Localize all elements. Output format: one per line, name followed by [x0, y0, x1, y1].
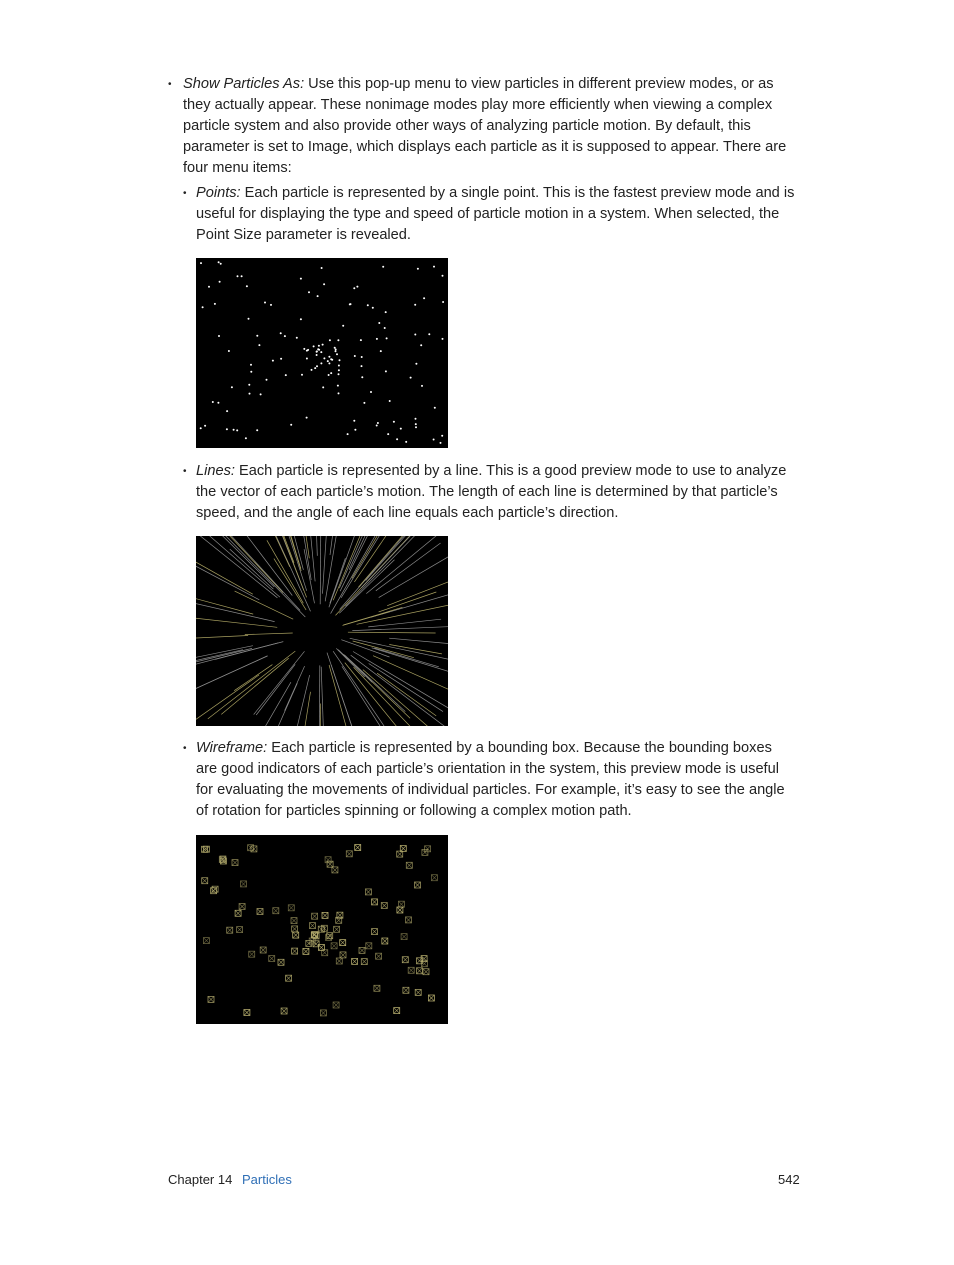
particle-line — [368, 619, 441, 627]
particle-point — [256, 335, 258, 337]
particle-point — [258, 344, 260, 346]
particle-line — [321, 667, 325, 726]
particle-point — [338, 365, 340, 367]
particle-point — [420, 344, 422, 346]
particle-line — [196, 656, 268, 717]
particle-point — [441, 435, 443, 437]
particle-point — [214, 303, 216, 305]
particle-line — [341, 536, 425, 598]
bullet-wireframe — [183, 738, 795, 822]
bullet-dot: • — [183, 188, 187, 199]
particle-point — [280, 358, 282, 360]
particle-point — [339, 359, 341, 361]
particle-box — [355, 845, 361, 851]
particle-point — [328, 356, 330, 358]
particle-point — [233, 429, 235, 431]
particle-point — [246, 285, 248, 287]
particle-point — [237, 275, 239, 277]
particle-line — [313, 536, 317, 556]
particle-point — [361, 356, 363, 358]
particle-point — [338, 369, 340, 371]
particle-point — [236, 429, 238, 431]
particle-point — [308, 291, 310, 293]
particle-box — [320, 1010, 326, 1016]
particle-box — [361, 959, 367, 965]
particle-line — [196, 636, 248, 642]
term-label: Show Particles As: — [183, 76, 305, 92]
particle-point — [306, 350, 308, 352]
particle-box — [239, 904, 245, 910]
particle-point — [393, 421, 395, 423]
particle-point — [353, 287, 355, 289]
particle-point — [442, 338, 444, 340]
particle-box — [232, 860, 238, 866]
particle-box — [402, 957, 408, 963]
particle-point — [350, 303, 352, 305]
particle-point — [361, 376, 363, 378]
particle-line — [323, 536, 330, 594]
particle-box — [352, 958, 358, 964]
particle-point — [327, 360, 329, 362]
particle-point — [421, 385, 423, 387]
particle-box — [293, 932, 299, 938]
particle-point — [385, 311, 387, 313]
particle-point — [323, 283, 325, 285]
particle-point — [248, 318, 250, 320]
particle-box — [203, 938, 209, 944]
particle-point — [280, 332, 282, 334]
particle-point — [314, 367, 316, 369]
particle-line — [218, 682, 291, 726]
particle-point — [322, 386, 324, 388]
particle-point — [328, 374, 330, 376]
particle-point — [219, 281, 221, 283]
particle-point — [220, 263, 222, 265]
particle-point — [415, 423, 417, 425]
lines-preview-image — [196, 536, 448, 726]
particle-point — [249, 393, 251, 395]
particle-line — [345, 663, 407, 726]
particle-point — [248, 384, 250, 386]
particle-box — [312, 932, 318, 938]
particle-line — [344, 655, 405, 712]
lines-preview-canvas — [196, 536, 448, 726]
bullet-dot: • — [183, 466, 187, 477]
particle-point — [245, 437, 247, 439]
particle-point — [338, 392, 340, 394]
term-label: Points: — [196, 185, 241, 201]
particle-point — [360, 339, 362, 341]
particle-point — [334, 347, 336, 349]
particle-point — [347, 433, 349, 435]
particle-box — [372, 929, 378, 935]
particle-box — [423, 969, 429, 975]
particle-point — [323, 357, 325, 359]
particle-point — [208, 286, 210, 288]
particle-box — [249, 951, 255, 957]
particle-box — [306, 940, 312, 946]
particle-point — [415, 363, 417, 365]
particle-point — [378, 322, 380, 324]
particle-point — [423, 297, 425, 299]
particle-line — [320, 536, 321, 604]
particle-line — [196, 589, 275, 621]
particle-point — [376, 338, 378, 340]
particle-box — [394, 1008, 400, 1014]
particle-box — [257, 909, 263, 915]
particle-point — [301, 374, 303, 376]
particle-line — [196, 536, 277, 598]
particle-line — [352, 626, 448, 631]
particle-point — [290, 424, 292, 426]
particle-point — [320, 351, 322, 353]
particle-line — [330, 536, 346, 555]
particle-point — [353, 420, 355, 422]
particle-box — [431, 875, 437, 881]
particle-line — [366, 536, 409, 581]
particle-box — [312, 913, 318, 919]
particle-box — [332, 867, 338, 873]
particle-box — [374, 985, 380, 991]
particle-point — [442, 275, 444, 277]
particle-box — [336, 958, 342, 964]
particle-point — [272, 360, 274, 362]
particle-point — [377, 422, 379, 424]
particle-box — [376, 953, 382, 959]
particle-line — [353, 641, 414, 658]
footer-chapter-link[interactable]: Particles — [242, 1172, 292, 1187]
particle-point — [328, 362, 330, 364]
particle-point — [270, 304, 272, 306]
particle-point — [202, 306, 204, 308]
particle-box — [278, 959, 284, 965]
particle-point — [300, 318, 302, 320]
particle-box — [381, 903, 387, 909]
particle-box — [208, 996, 214, 1002]
particle-point — [361, 365, 363, 367]
particle-point — [389, 400, 391, 402]
particle-box — [273, 908, 279, 914]
particle-box — [406, 862, 412, 868]
particle-box — [415, 989, 421, 995]
particle-point — [212, 401, 214, 403]
particle-point — [316, 351, 318, 353]
particle-box — [202, 878, 208, 884]
particle-line — [341, 640, 389, 657]
particle-point — [313, 345, 315, 347]
particle-point — [396, 438, 398, 440]
particle-point — [316, 354, 318, 356]
particle-point — [387, 433, 389, 435]
term-label: Lines: — [196, 463, 235, 479]
particle-point — [226, 410, 228, 412]
particle-line — [273, 536, 294, 563]
particle-box — [269, 956, 275, 962]
particle-point — [372, 307, 374, 309]
particle-point — [385, 370, 387, 372]
particle-point — [228, 350, 230, 352]
particle-point — [250, 371, 252, 373]
particle-point — [285, 374, 287, 376]
particle-box — [237, 927, 243, 933]
particle-point — [200, 427, 202, 429]
footer-chapter: Chapter 14 — [168, 1172, 233, 1187]
particle-point — [317, 295, 319, 297]
particle-point — [356, 286, 358, 288]
particle-point — [321, 267, 323, 269]
particle-point — [241, 275, 243, 277]
particle-point — [256, 429, 258, 431]
particle-point — [306, 417, 308, 419]
particle-line — [375, 648, 439, 667]
bullet-lines — [183, 461, 795, 524]
particle-point — [231, 386, 233, 388]
particle-box — [359, 947, 365, 953]
particle-box — [397, 907, 403, 913]
particle-point — [250, 364, 252, 366]
particle-point — [336, 353, 338, 355]
particle-point — [306, 358, 308, 360]
particle-point — [320, 362, 322, 364]
particle-line — [319, 665, 320, 726]
particle-line — [230, 549, 274, 589]
particle-point — [414, 334, 416, 336]
particle-point — [415, 418, 417, 420]
bullet-dot: • — [183, 743, 187, 754]
particle-line — [345, 536, 431, 606]
particle-point — [428, 333, 430, 335]
particle-box — [366, 943, 372, 949]
particle-line — [196, 643, 278, 669]
wireframe-preview-canvas — [196, 835, 448, 1024]
particle-box — [241, 881, 247, 887]
particle-box — [417, 968, 423, 974]
particle-box — [291, 918, 297, 924]
particle-box — [340, 952, 346, 958]
particle-point — [405, 441, 407, 443]
particle-point — [316, 365, 318, 367]
particle-point — [400, 428, 402, 430]
particle-box — [403, 987, 409, 993]
particle-line — [363, 670, 448, 726]
particle-point — [296, 337, 298, 339]
particle-point — [331, 359, 333, 361]
particle-line — [330, 558, 346, 603]
particle-point — [382, 266, 384, 268]
particle-box — [288, 905, 294, 911]
points-preview-canvas — [196, 258, 448, 448]
particle-point — [218, 335, 220, 337]
particle-line — [379, 539, 448, 598]
particle-box — [400, 846, 406, 852]
particle-point — [415, 426, 417, 428]
particle-point — [226, 428, 228, 430]
particle-box — [415, 882, 421, 888]
particle-box — [346, 851, 352, 857]
particle-box — [331, 943, 337, 949]
description-text: Each particle is represented by a line. This is a good preview mode to use to analyze the vector of each particle’s motion. The length of each line is determined by that particle’s speed, and the angle of each line equals each particle’s direction. — [196, 463, 787, 521]
particle-point — [342, 325, 344, 327]
particle-box — [303, 948, 309, 954]
particle-box — [365, 889, 371, 895]
particle-line — [379, 592, 437, 612]
particle-box — [292, 926, 298, 932]
wireframe-preview-image — [196, 835, 448, 1024]
particle-box — [428, 995, 434, 1001]
particle-line — [196, 616, 277, 627]
particle-line — [343, 607, 402, 625]
description-text: Each particle is represented by a bounding box. Because the bounding boxes are good indicators of each particle’s orientation in the system, this preview mode is useful for evaluating the movements of individual particles. For example, it’s easy to see the angle of rotation for particles spinning or following a complex motion path. — [196, 740, 785, 819]
particle-box — [286, 975, 292, 981]
particle-point — [376, 425, 378, 427]
particle-box — [212, 886, 218, 892]
points-preview-image — [196, 258, 448, 448]
particle-point — [433, 266, 435, 268]
particle-box — [406, 917, 412, 923]
particle-box — [397, 851, 403, 857]
particle-box — [401, 934, 407, 940]
particle-point — [417, 268, 419, 270]
particle-line — [371, 586, 448, 617]
particle-box — [333, 1002, 339, 1008]
particle-point — [337, 339, 339, 341]
particle-point — [284, 335, 286, 337]
particle-point — [337, 385, 339, 387]
particle-point — [363, 402, 365, 404]
particle-box — [227, 927, 233, 933]
particle-point — [300, 278, 302, 280]
particle-point — [384, 327, 386, 329]
particle-box — [244, 1010, 250, 1016]
particle-box — [408, 967, 414, 973]
particle-point — [217, 402, 219, 404]
particle-point — [329, 339, 331, 341]
particle-point — [354, 355, 356, 357]
particle-box — [310, 923, 316, 929]
particle-line — [208, 651, 295, 719]
particle-line — [348, 632, 436, 633]
particle-box — [398, 901, 404, 907]
particle-point — [318, 345, 320, 347]
particle-point — [266, 379, 268, 381]
particle-box — [260, 947, 266, 953]
particle-point — [367, 304, 369, 306]
particle-point — [264, 302, 266, 304]
particle-line — [342, 666, 409, 726]
particle-point — [414, 304, 416, 306]
particle-line — [331, 665, 361, 726]
particle-point — [260, 393, 262, 395]
particle-point — [370, 391, 372, 393]
particle-point — [434, 407, 436, 409]
particle-point — [335, 349, 337, 351]
bullet-dot: • — [168, 79, 172, 90]
particle-line — [197, 536, 300, 610]
particle-point — [386, 337, 388, 339]
description-text: Use this pop-up menu to view particles in different preview modes, or as they actually appear. These nonimage modes play more efficiently when viewing a complex particle system and also provide other ways of analyzing particle motion. By default, this parameter is set to Image, which displays each particle as it is supposed to appear. There are four menu items: — [183, 76, 787, 176]
particle-box — [281, 1008, 287, 1014]
particle-point — [200, 262, 202, 264]
bullet-show-particles-as — [168, 74, 794, 179]
particle-point — [204, 425, 206, 427]
particle-point — [410, 377, 412, 379]
particle-line — [279, 675, 310, 726]
description-text: Each particle is represented by a single point. This is the fastest preview mode and is useful for displaying the type and speed of particle motion in a system. When selected, the Point Size parameter is revealed. — [196, 185, 795, 243]
particle-box — [382, 938, 388, 944]
particle-point — [317, 348, 319, 350]
particle-line — [320, 704, 321, 727]
particle-line — [196, 546, 259, 600]
particle-box — [372, 899, 378, 905]
particle-point — [303, 348, 305, 350]
particle-point — [440, 442, 442, 444]
particle-point — [311, 369, 313, 371]
particle-point — [433, 439, 435, 441]
particle-point — [442, 301, 444, 303]
particle-line — [339, 560, 394, 614]
bullet-points — [183, 183, 795, 246]
particle-line — [196, 675, 259, 726]
particle-line — [372, 648, 448, 687]
particle-point — [322, 344, 324, 346]
particle-box — [235, 910, 241, 916]
particle-line — [373, 656, 448, 694]
particle-point — [330, 372, 332, 374]
particle-box — [334, 926, 340, 932]
particle-point — [218, 261, 220, 263]
particle-box — [340, 940, 346, 946]
particle-point — [338, 373, 340, 375]
footer-page-number: 542 — [778, 1172, 800, 1187]
particle-point — [354, 429, 356, 431]
particle-box — [292, 948, 298, 954]
term-label: Wireframe: — [196, 740, 268, 756]
particle-line — [245, 633, 293, 635]
particle-point — [380, 350, 382, 352]
particle-box — [322, 912, 328, 918]
particle-line — [295, 692, 310, 726]
particle-point — [335, 350, 337, 352]
